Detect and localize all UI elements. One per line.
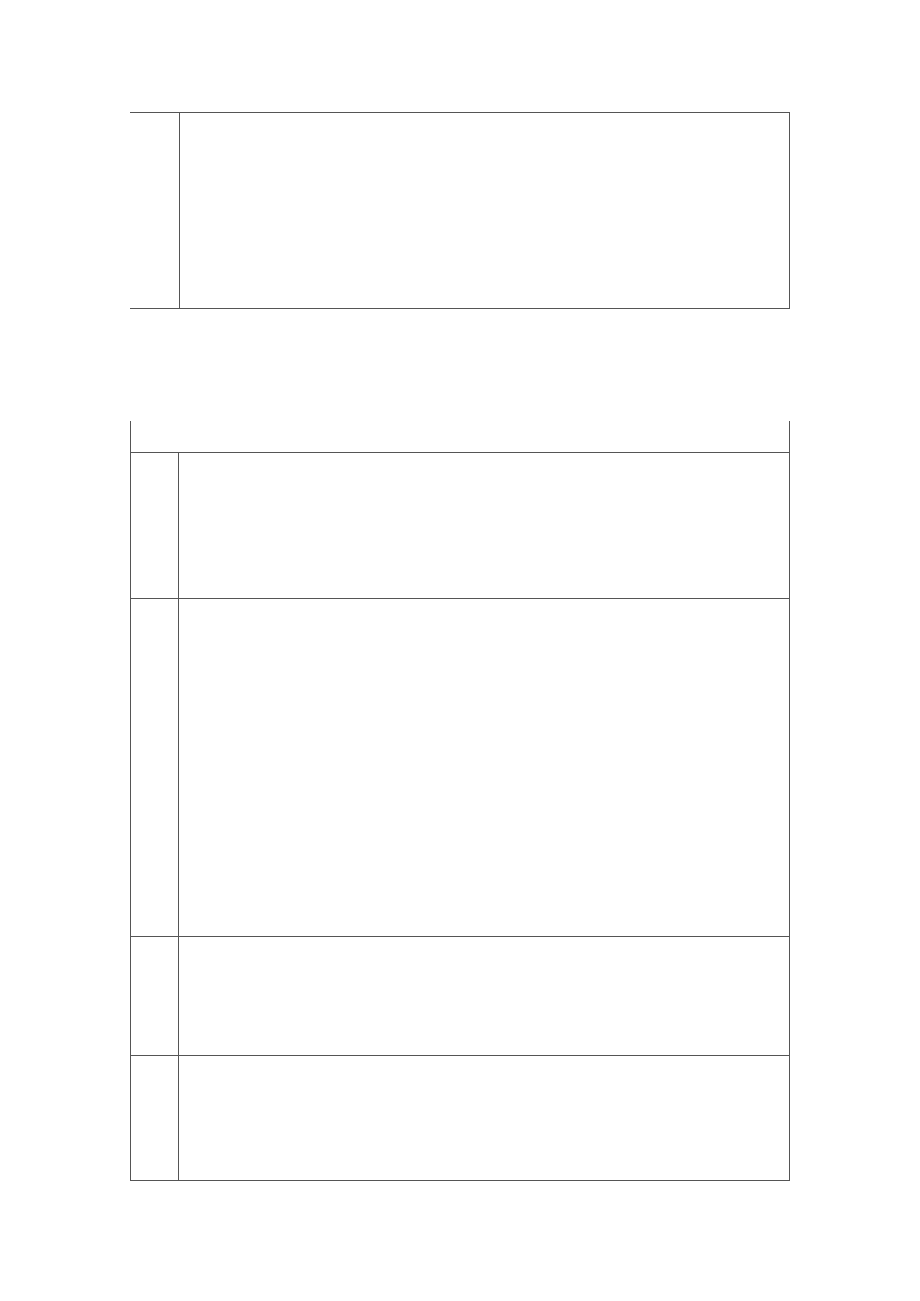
row-label [131,453,179,598]
row-content [182,938,785,1055]
continued-table [130,112,790,309]
row-label [131,937,179,1055]
table-row-procedure [131,937,789,1056]
row-label [131,599,179,936]
row-content [182,1057,785,1180]
row-content [182,600,785,936]
table-divider [179,113,180,308]
table-title [131,421,789,453]
drowning-plan-table [130,421,790,1181]
table-row-measures [131,1056,789,1180]
row-label [131,1056,179,1180]
row-content [182,454,785,598]
table-row-accident-features [131,453,789,599]
table-row-organization [131,599,789,937]
